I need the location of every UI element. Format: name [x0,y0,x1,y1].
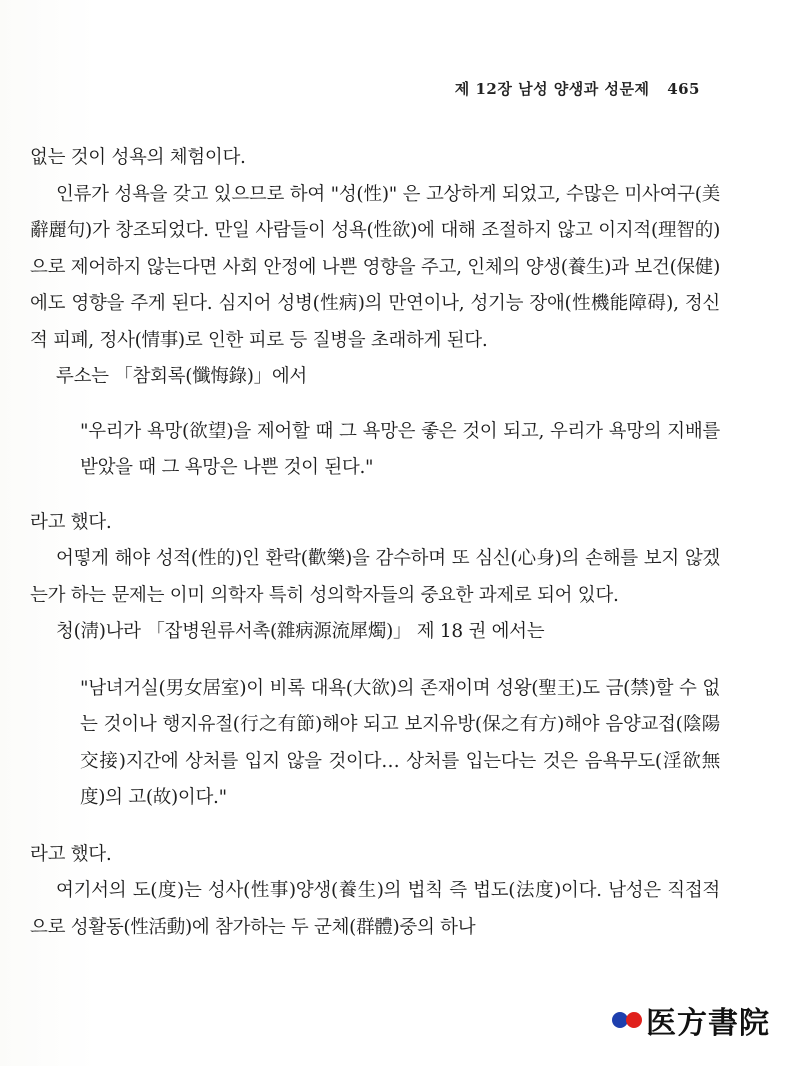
paragraph: 여기서의 도(度)는 성사(性事)양생(養生)의 법칙 즉 법도(法度)이다. 남성은 직접적으로 성활동(性活動)에 참가하는 두 군체(群體)중의 하나 [30,880,720,938]
chapter-title: 제 12장 남성 양생과 성문제 [454,80,650,98]
paragraph: 없는 것이 성욕의 체험이다. [30,147,246,168]
block-quote: "우리가 욕망(欲望)을 제어할 때 그 욕망은 좋은 것이 되고, 우리가 욕망의 지배를 받았을 때 그 욕망은 나쁜 것이 된다." [80,420,720,478]
block-quote: "남녀거실(男女居室)이 비록 대욕(大欲)의 존재이며 성왕(聖王)도 금(禁)할 수 없는 것이나 행지유절(行之有節)해야 되고 보지유방(保之有方)해야 음양교접(陰陽交接)지간에 상처를 입지 않을 것이다… 상처를 입는다는 것은 음욕무도(淫欲無度)의 고(故)이다." [80,677,720,808]
publisher-name: 医方書院 [646,1006,770,1041]
paragraph: 청(淸)나라 「잡병원류서촉(雜病源流犀燭)」 제 18 권 에서는 [56,621,545,642]
paragraph: 인류가 성욕을 갖고 있으므로 하여 "성(性)" 은 고상하게 되었고, 수많은 미사여구(美辭麗句)가 창조되었다. 만일 사람들이 성욕(性欲)에 대해 조절하지 않고 이지적(理智的)으로 제어하지 않는다면 사회 안정에 나쁜 영향을 주고, 인체의 양생(養生)과 보건(保健)에도 영향을 주게 된다. 심지어 성병(性病)의 만연이나, 성기능 장애(性機能障碍), 정신적 피폐, 정사(情事)로 인한 피로 등 질병을 초래하게 된다. [30,183,720,351]
paragraph: 어떻게 해야 성적(性的)인 환락(歡樂)을 감수하며 또 심신(心身)의 손해를 보지 않겠는가 하는 문제는 이미 의학자 특히 성의학자들의 중요한 과제로 되어 있다. [30,548,720,606]
body-text [30,140,720,946]
page-number: 465 [667,80,700,98]
paragraph: 라고 했다. [30,843,112,865]
paragraph: 라고 했다. [30,511,112,533]
publisher-logo [612,998,770,1042]
running-header [455,78,700,99]
red-dot-icon [626,1012,642,1028]
paragraph: 루소는 「참회록(懺悔錄)」에서 [56,366,307,387]
